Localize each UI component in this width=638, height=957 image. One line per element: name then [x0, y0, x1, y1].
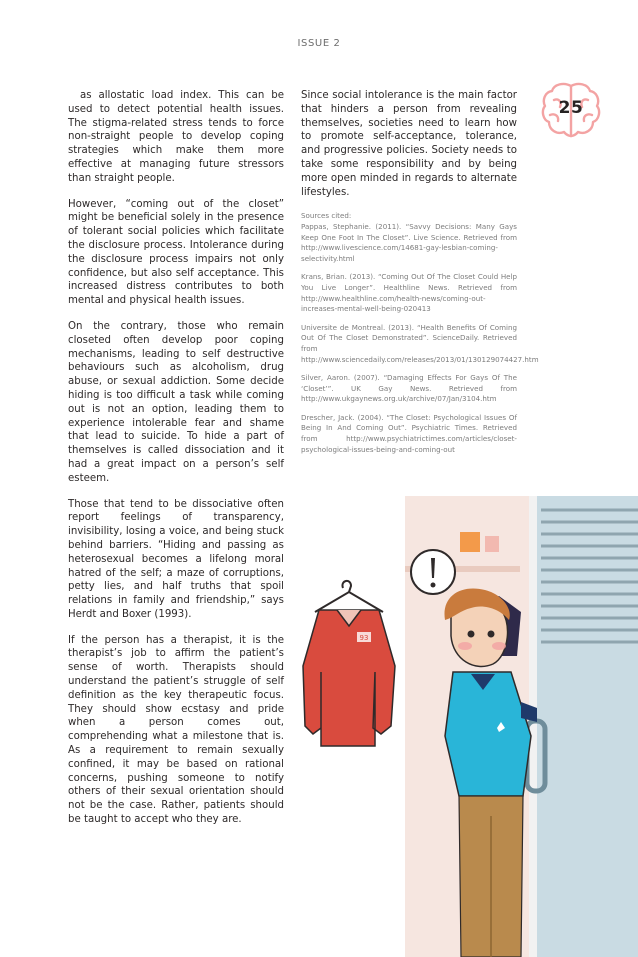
paragraph: Those that tend to be dissociative often report feelings of transparency, invisibility, losing a voice, and being stuck behind barriers. “Hiding and passing as heterosexual becomes a lifelong moral hatred of the self; a maze of corruptions, petty lies, and half truths that spoil relations in family and friendship,” says Herdt and Boxer (1993).: [68, 498, 284, 620]
red-sweater: [303, 581, 395, 746]
left-column: [68, 89, 284, 839]
box-orange: [460, 532, 480, 552]
closet-door: [527, 496, 638, 957]
sweater-badge: 93: [359, 634, 369, 642]
page-number: 25: [558, 98, 584, 118]
source-entry: Drescher, Jack. (2004). “The Closet: Psychological Issues Of Being In And Coming Out”. Psychiatric Times. Retrieved from http://www.psychiatrictimes.com/articles/closet-psychological-issues-being-and-coming-out: [301, 412, 517, 454]
paragraph: However, “coming out of the closet” might be beneficial solely in the presence of tolerant social policies which facilitate the disclosure process. Intolerance during the disclosure process impairs not only confidence, but also self acceptance. This increased distress contributes to both mental and physical health issues.: [68, 198, 284, 307]
issue-label: ISSUE 2: [297, 38, 341, 49]
paragraph: On the contrary, those who remain closeted often develop poor coping mechanisms, leading to self destructive behaviours such as alcoholism, drug abuse, or sexual addiction. Some decide hiding is too difficult a task while coming out is not an option, leading them to experience intolerable fear and shame that lead to suicide. To hide a part of themselves is called dissociation and it had a great impact on a person’s self esteem.: [68, 320, 284, 484]
source-entry: Krans, Brian. (2013). “Coming Out Of The Closet Could Help You Live Longer”. Healthline News. Retrieved from http://www.healthline.com/health-news/coming-out-increases-mental-well-being-020413: [301, 272, 517, 314]
paragraph: If the person has a therapist, it is the therapist’s job to affirm the patient’s sense of worth. Therapists should understand the patient’s struggle of self definition as the key therapeutic focus. They should show ecstasy and pride when a person comes out, comprehending what a milestone that is. As a requirement to remain sexually confined, it may be based on rational concerns, pushing someone to notify others of their sexual orientation should not be the case. Rather, patients should be taught to accept who they are.: [68, 634, 284, 826]
exclamation-icon: [411, 550, 455, 594]
paragraph: Since social intolerance is the main factor that hinders a person from revealing themselves, societies need to learn how to promote self-acceptance, tolerance, and progressive policies. Society needs to take some responsibility and by being more open minded in regards to alternate lifestyles.: [301, 90, 517, 198]
closet-illustration: [285, 496, 638, 957]
source-entry: Silver, Aaron. (2007). “Damaging Effects For Gays Of The ‘Closet’”. UK Gay News. Retrieved from http://www.ukgaynews.org.uk/archive/07/Jan/3104.htm: [301, 373, 517, 404]
source-entry: Sources cited: Pappas, Stephanie. (2011). “Savvy Decisions: Many Gays Keep One Foot In The Closet”. Live Science. Retrieved from http://www.livescience.com/14681-gay-lesbian-coming-selectivity.html: [301, 211, 517, 263]
source-entry: Universite de Montreal. (2013). “Health Benefits Of Coming Out Of The Closet Demonstrated”. ScienceDaily. Retrieved from http://www.sciencedaily.com/releases/2013/01/130129074427.htm: [301, 322, 539, 364]
paragraph: as allostatic load index. This can be used to detect potential health issues. The stigma-related stress tends to force non-straight people to develop coping strategies which make them more effective at managing future stressors than straight people.: [68, 90, 284, 184]
sources-cited: [301, 211, 539, 455]
right-column: [301, 89, 539, 463]
box-pink: [485, 536, 499, 552]
